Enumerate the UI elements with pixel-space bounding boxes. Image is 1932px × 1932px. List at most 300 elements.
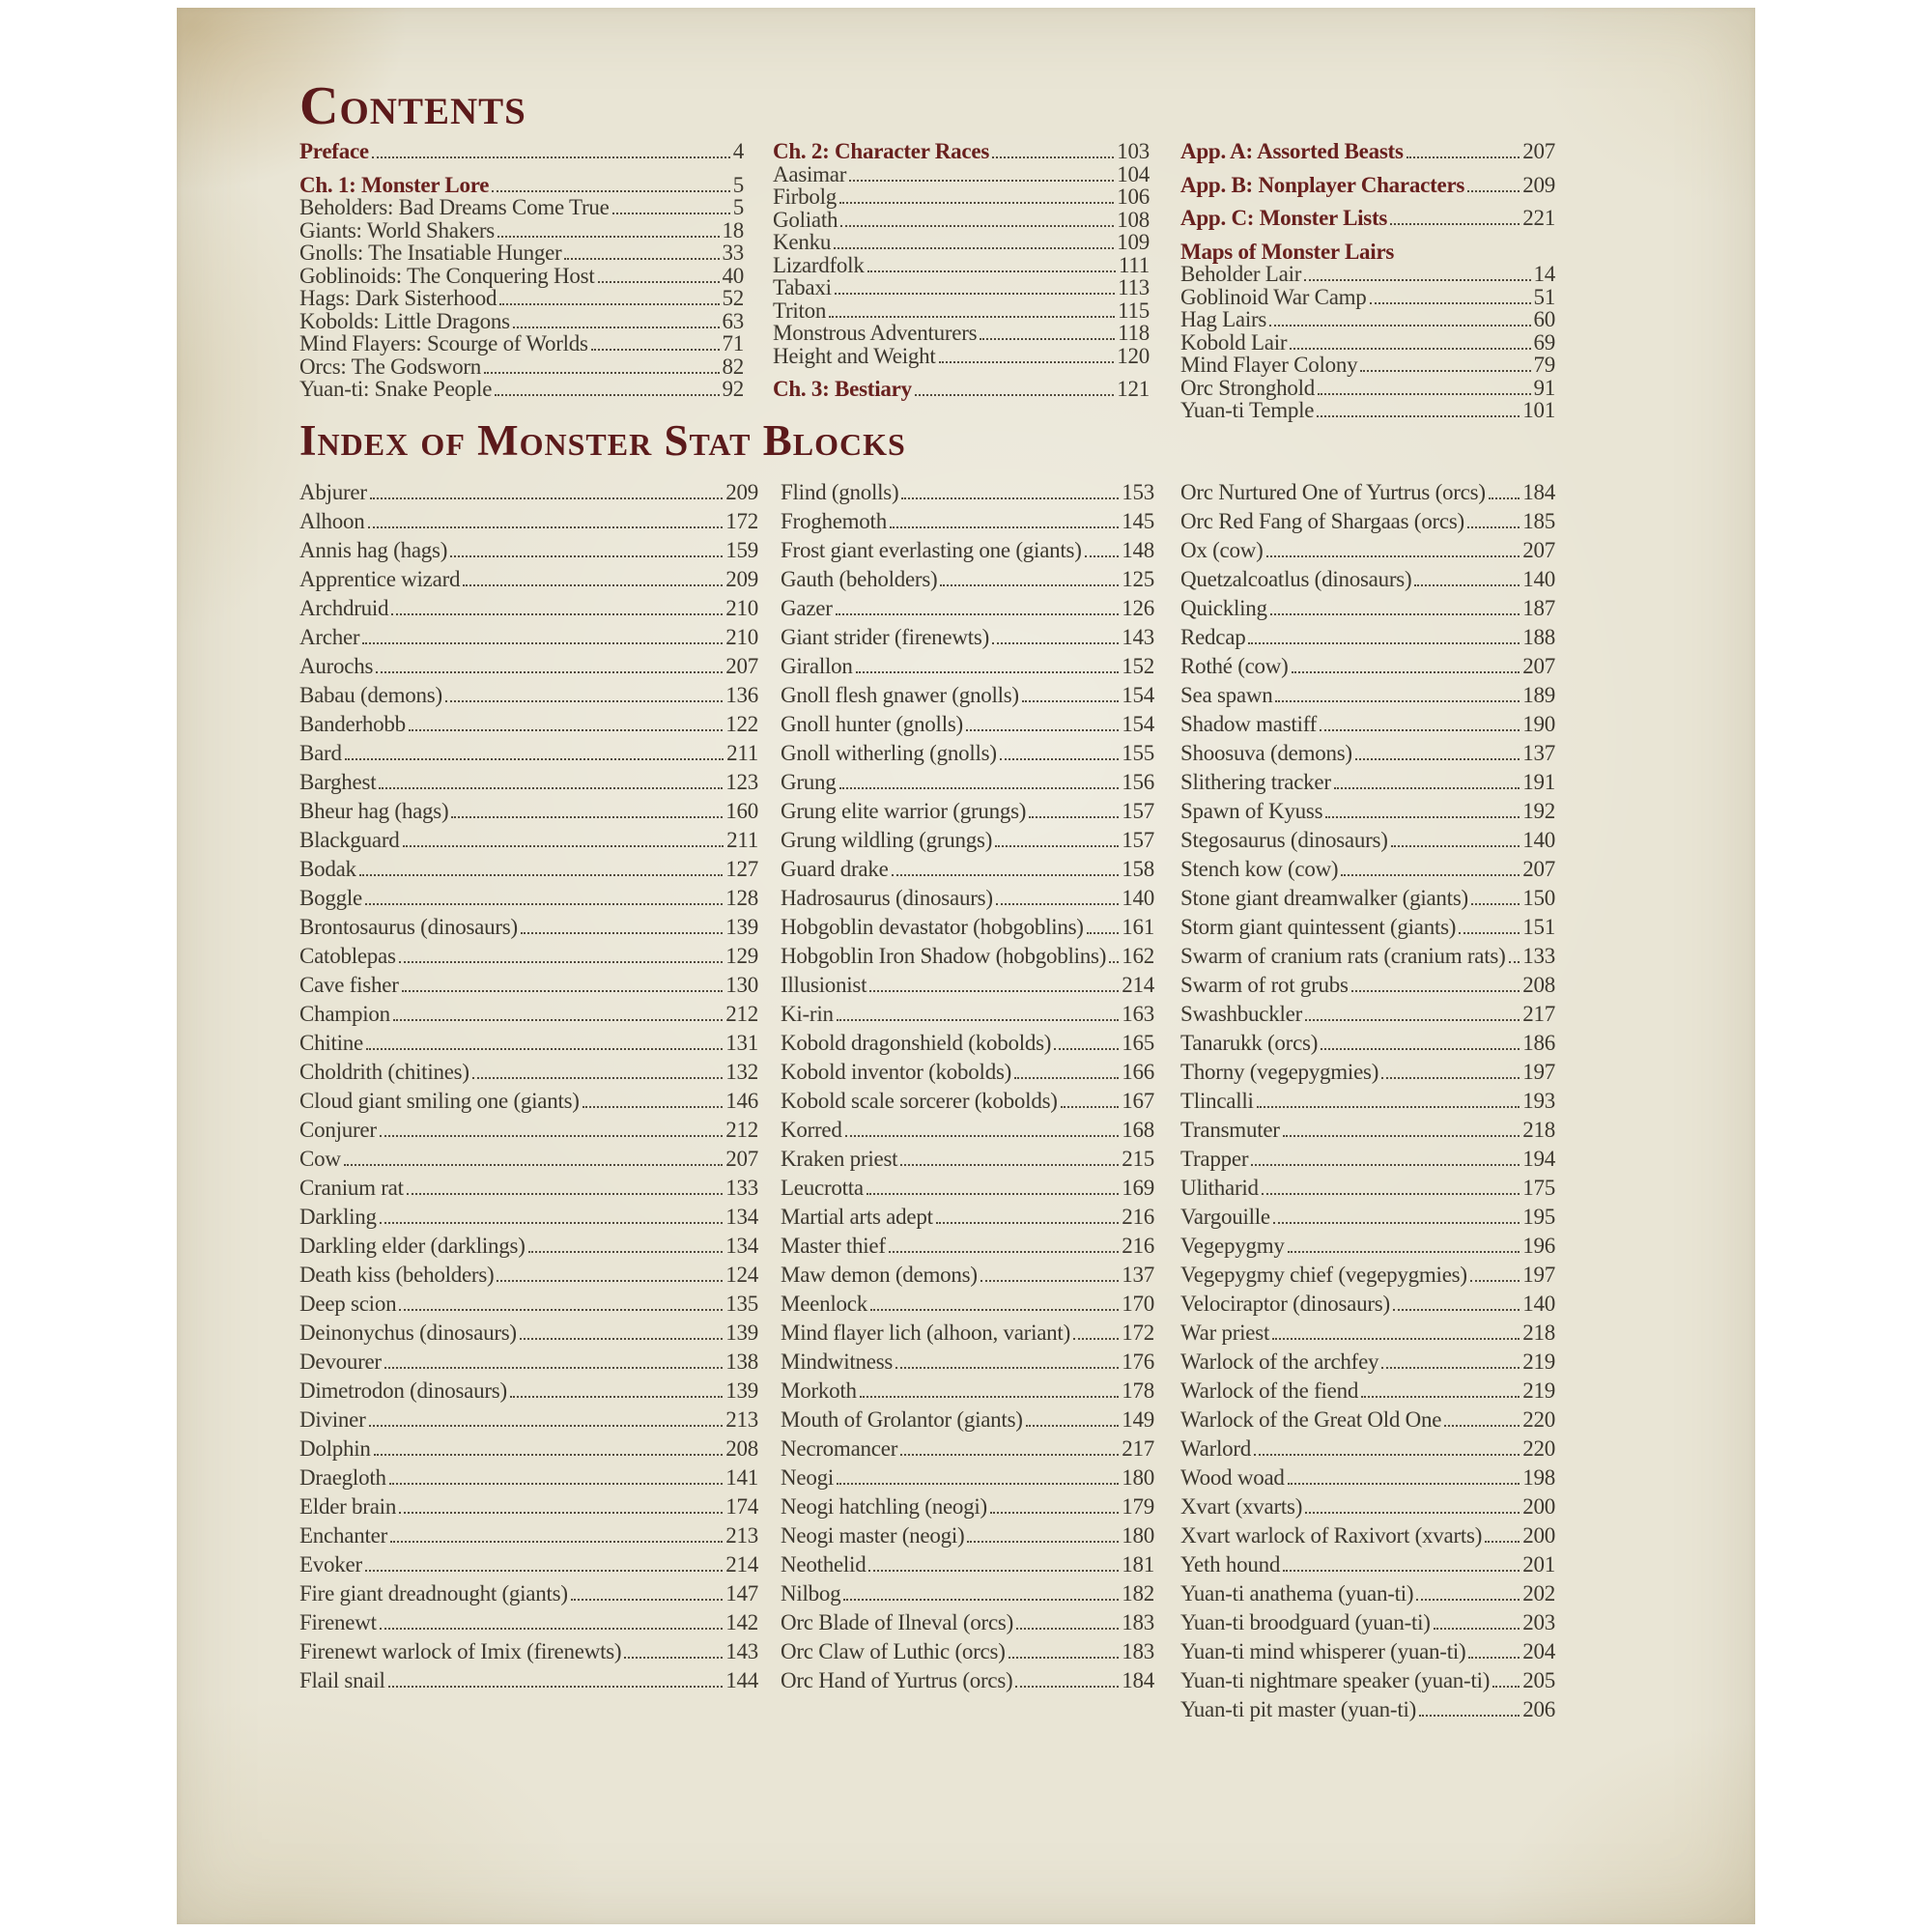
toc-entry — [299, 1232, 758, 1261]
toc-entry — [299, 332, 744, 355]
entry-label: Tabaxi — [773, 275, 832, 299]
toc-heading-entry — [1180, 207, 1555, 230]
toc-entry — [1180, 826, 1555, 855]
dot-leader — [366, 1037, 723, 1050]
dot-leader — [365, 1558, 723, 1572]
entry-label: Necromancer — [781, 1436, 898, 1461]
entry-label: Kobold scale sorcerer (kobolds) — [781, 1089, 1058, 1113]
toc-entry — [299, 1521, 758, 1550]
page-number: 128 — [725, 886, 758, 910]
toc-entry — [1180, 1145, 1555, 1174]
page-number: 214 — [725, 1552, 758, 1577]
entry-label: Meenlock — [781, 1292, 867, 1316]
toc-entry — [299, 1348, 758, 1377]
entry-label: Apprentice wizard — [299, 567, 461, 591]
page-number: 187 — [1522, 596, 1555, 620]
page-number: 213 — [725, 1523, 758, 1548]
dot-leader — [388, 1674, 724, 1688]
dot-leader — [939, 350, 1115, 363]
dot-leader — [1355, 747, 1520, 760]
entry-label: Hag Lairs — [1180, 307, 1267, 331]
page-number: 108 — [1117, 207, 1150, 232]
page-number: 92 — [722, 377, 744, 401]
entry-label: Storm giant quintessent (giants) — [1180, 915, 1457, 939]
dot-leader — [380, 1616, 723, 1630]
dot-leader — [380, 1123, 723, 1137]
entry-label: Neogi master (neogi) — [781, 1523, 965, 1548]
contents-columns — [299, 140, 1555, 433]
page-number: 5 — [732, 195, 744, 219]
toc-entry — [299, 1290, 758, 1319]
toc-entry — [781, 826, 1154, 855]
dot-leader — [520, 1326, 723, 1340]
entry-label: Abjurer — [299, 480, 367, 504]
entry-label: Dimetrodon (dinosaurs) — [299, 1378, 507, 1403]
dot-leader — [1000, 747, 1120, 760]
dot-leader — [1061, 1094, 1120, 1108]
entry-label: Kenku — [773, 230, 832, 254]
entry-label: Preface — [299, 139, 369, 163]
entry-label: Stone giant dreamwalker (giants) — [1180, 886, 1468, 910]
page-number: 205 — [1522, 1668, 1555, 1692]
toc-entry — [1180, 1377, 1555, 1406]
page-number: 181 — [1122, 1552, 1154, 1577]
entry-label: Guard drake — [781, 857, 889, 881]
entry-label: Trapper — [1180, 1147, 1249, 1171]
entry-label: Orc Hand of Yurtrus (orcs) — [781, 1668, 1013, 1692]
dot-leader — [598, 270, 720, 283]
toc-entry — [781, 1348, 1154, 1377]
dot-leader — [1370, 291, 1531, 304]
entry-label: Cave fisher — [299, 973, 399, 997]
dot-leader — [1248, 631, 1520, 644]
dot-leader — [1406, 145, 1520, 158]
dot-leader — [472, 1065, 723, 1079]
dot-leader — [843, 1587, 1119, 1601]
entry-label: Goliath — [773, 207, 838, 232]
page-number: 166 — [1122, 1060, 1154, 1084]
page-number: 140 — [1522, 828, 1555, 852]
page-number: 180 — [1122, 1465, 1154, 1490]
page-number: 143 — [725, 1639, 758, 1663]
dot-leader — [940, 573, 1119, 586]
toc-entry — [1180, 1492, 1555, 1521]
toc-heading-entry — [773, 378, 1150, 401]
page-number: 135 — [725, 1292, 758, 1316]
toc-entry — [781, 1290, 1154, 1319]
entry-label: Yuan-ti: Snake People — [299, 377, 493, 401]
entry-label: Ch. 2: Character Races — [773, 139, 990, 163]
page-number: 4 — [732, 139, 744, 163]
toc-entry — [1180, 1319, 1555, 1348]
dot-leader — [1288, 1239, 1520, 1253]
page-number: 121 — [1117, 377, 1150, 401]
entry-label: Flind (gnolls) — [781, 480, 899, 504]
toc-entry — [781, 507, 1154, 536]
dot-leader — [867, 259, 1116, 272]
page-number: 216 — [1122, 1234, 1154, 1258]
entry-label: Yuan-ti Temple — [1180, 398, 1315, 422]
page-number: 211 — [726, 741, 758, 765]
dot-leader — [1283, 1558, 1520, 1572]
entry-label: Ox (cow) — [1180, 538, 1264, 562]
dot-leader — [1304, 268, 1530, 281]
dot-leader — [1509, 950, 1520, 963]
toc-entry — [773, 231, 1150, 254]
page-number: 140 — [1522, 1292, 1555, 1316]
toc-entry — [1180, 1261, 1555, 1290]
toc-heading-entry — [773, 140, 1150, 163]
dot-leader — [369, 1413, 724, 1427]
toc-entry — [1180, 1087, 1555, 1116]
dot-leader — [1381, 1065, 1520, 1079]
entry-label: Diviner — [299, 1407, 366, 1432]
dot-leader — [1381, 1355, 1520, 1369]
toc-entry — [1180, 681, 1555, 710]
entry-label: Yeth hound — [1180, 1552, 1281, 1577]
page-number: 143 — [1122, 625, 1154, 649]
page-number: 51 — [1533, 284, 1555, 309]
toc-entry — [299, 1145, 758, 1174]
toc-entry — [781, 884, 1154, 913]
dot-leader — [497, 224, 719, 238]
page-number: 168 — [1122, 1118, 1154, 1142]
dot-leader — [840, 213, 1114, 227]
page-number: 175 — [1522, 1176, 1555, 1200]
page-number: 133 — [1522, 944, 1555, 968]
entry-label: Cow — [299, 1147, 341, 1171]
dot-leader — [445, 689, 723, 702]
contents-group — [299, 140, 744, 163]
entry-label: Enchanter — [299, 1523, 387, 1548]
entry-label: Mouth of Grolantor (giants) — [781, 1407, 1023, 1432]
page-number: 183 — [1122, 1639, 1154, 1663]
entry-label: Choldrith (chitines) — [299, 1060, 469, 1084]
page-number: 152 — [1122, 654, 1154, 678]
toc-entry — [781, 1579, 1154, 1608]
entry-label: Deinonychus (dinosaurs) — [299, 1321, 517, 1345]
page-number: 103 — [1117, 139, 1150, 163]
page-number: 144 — [725, 1668, 758, 1692]
dot-leader — [521, 921, 723, 934]
toc-entry — [1180, 399, 1555, 422]
page-number: 167 — [1122, 1089, 1154, 1113]
page-number: 218 — [1522, 1321, 1555, 1345]
entry-label: Wood woad — [1180, 1465, 1285, 1490]
page-number: 221 — [1522, 206, 1555, 230]
toc-entry — [781, 971, 1154, 1000]
entry-label: Gazer — [781, 596, 833, 620]
toc-entry — [781, 1521, 1154, 1550]
toc-entry — [299, 1029, 758, 1058]
entry-label: Orc Stronghold — [1180, 375, 1315, 400]
entry-label: Annis hag (hags) — [299, 538, 448, 562]
page-number: 200 — [1522, 1523, 1555, 1548]
page-number: 210 — [725, 596, 758, 620]
entry-label: Cloud giant smiling one (giants) — [299, 1089, 580, 1113]
page-number: 195 — [1522, 1205, 1555, 1229]
entry-label: Yuan-ti mind whisperer (yuan-ti) — [1180, 1639, 1466, 1663]
dot-leader — [836, 602, 1120, 615]
page-number: 124 — [725, 1263, 758, 1287]
toc-entry — [299, 681, 758, 710]
page-number: 101 — [1522, 398, 1555, 422]
toc-entry — [1180, 913, 1555, 942]
dot-leader — [380, 1210, 723, 1224]
dot-leader — [399, 1297, 723, 1311]
dot-leader — [1471, 892, 1520, 905]
toc-entry — [1180, 308, 1555, 331]
toc-entry — [781, 681, 1154, 710]
index-column — [1180, 478, 1555, 1724]
page-number: 130 — [725, 973, 758, 997]
dot-leader — [374, 1442, 724, 1456]
dot-leader — [892, 863, 1120, 876]
dot-leader — [992, 631, 1119, 644]
toc-entry — [1180, 1232, 1555, 1261]
page-number: 40 — [722, 263, 744, 288]
page-number: 207 — [1522, 857, 1555, 881]
page-number: 139 — [725, 1378, 758, 1403]
dot-leader — [528, 1239, 724, 1253]
dot-leader — [624, 1645, 723, 1659]
dot-leader — [1321, 1037, 1520, 1050]
dot-leader — [889, 1239, 1119, 1253]
toc-entry — [1180, 478, 1555, 507]
toc-entry — [299, 1666, 758, 1695]
entry-label: Bodak — [299, 857, 356, 881]
entry-label: Babau (demons) — [299, 683, 442, 707]
entry-label: Draegloth — [299, 1465, 386, 1490]
entry-label: Hobgoblin Iron Shadow (hobgoblins) — [781, 944, 1107, 968]
entry-label: Girallon — [781, 654, 853, 678]
entry-label: Orc Nurtured One of Yurtrus (orcs) — [1180, 480, 1486, 504]
page-number: 200 — [1522, 1494, 1555, 1519]
toc-entry — [1180, 331, 1555, 355]
dot-leader — [1467, 179, 1520, 192]
entry-label: Hobgoblin devastator (hobgoblins) — [781, 915, 1084, 939]
dot-leader — [399, 950, 724, 963]
toc-entry — [1180, 971, 1555, 1000]
dot-leader — [980, 327, 1115, 340]
dot-leader — [497, 1268, 723, 1282]
entry-label: Yuan-ti nightmare speaker (yuan-ti) — [1180, 1668, 1491, 1692]
page-number: 154 — [1122, 712, 1154, 736]
page-number: 134 — [725, 1234, 758, 1258]
dot-leader — [834, 236, 1114, 249]
dot-leader — [1416, 1587, 1520, 1601]
contents-column — [773, 140, 1150, 433]
toc-entry — [781, 1608, 1154, 1637]
dot-leader — [1317, 404, 1520, 417]
page-number: 201 — [1522, 1552, 1555, 1577]
dot-leader — [399, 1500, 723, 1514]
dot-leader — [1273, 1210, 1520, 1224]
page-number: 172 — [1122, 1321, 1154, 1345]
entry-label: Gnoll flesh gnawer (gnolls) — [781, 683, 1019, 707]
page-number: 214 — [1122, 973, 1154, 997]
toc-entry — [781, 1666, 1154, 1695]
page-number: 18 — [722, 217, 744, 242]
toc-entry — [299, 971, 758, 1000]
toc-entry — [781, 594, 1154, 623]
dot-leader — [995, 834, 1119, 847]
entry-label: Yuan-ti anathema (yuan-ti) — [1180, 1581, 1414, 1605]
entry-label: Kobold Lair — [1180, 329, 1288, 355]
page-number: 189 — [1522, 683, 1555, 707]
entry-label: Spawn of Kyuss — [1180, 799, 1323, 823]
page-number: 184 — [1122, 1668, 1154, 1692]
toc-entry — [299, 1637, 758, 1666]
entry-label: Maw demon (demons) — [781, 1263, 978, 1287]
dot-leader — [915, 383, 1114, 396]
page-number: 165 — [1122, 1031, 1154, 1055]
dot-leader — [1022, 689, 1119, 702]
toc-entry — [1180, 1174, 1555, 1203]
toc-entry — [781, 1029, 1154, 1058]
dot-leader — [564, 246, 719, 260]
dot-leader — [845, 1123, 1120, 1137]
contents-group — [773, 140, 1150, 367]
toc-entry — [1180, 1695, 1555, 1724]
dot-leader — [1029, 805, 1119, 818]
dot-leader — [492, 179, 729, 192]
entry-label: Flail snail — [299, 1668, 385, 1692]
dot-leader — [1015, 1674, 1119, 1688]
entry-label: Orc Red Fang of Shargaas (orcs) — [1180, 509, 1464, 533]
dot-leader — [1351, 979, 1520, 992]
page-number: 14 — [1533, 262, 1555, 286]
entry-label: Thorny (vegepygmies) — [1180, 1060, 1379, 1084]
entry-label: Height and Weight — [773, 343, 936, 368]
toc-entry — [299, 196, 744, 219]
dot-leader — [870, 1297, 1119, 1311]
entry-label: Nilbog — [781, 1581, 841, 1605]
entry-label: Swashbuckler — [1180, 1002, 1303, 1026]
page-number: 150 — [1522, 886, 1555, 910]
toc-entry — [299, 565, 758, 594]
entry-label: Mind Flayer Colony — [1180, 353, 1358, 377]
dot-leader — [860, 1384, 1120, 1398]
entry-label: Beholder Lair — [1180, 262, 1302, 286]
contents-group — [1180, 140, 1555, 163]
index-column — [781, 478, 1154, 1724]
toc-entry — [781, 478, 1154, 507]
toc-entry — [1180, 1029, 1555, 1058]
entry-label: Gnolls: The Insatiable Hunger — [299, 241, 562, 265]
page-number: 106 — [1117, 185, 1150, 209]
dot-leader — [1320, 718, 1520, 731]
entry-label: Warlord — [1180, 1436, 1252, 1461]
toc-entry — [299, 478, 758, 507]
page-number: 197 — [1522, 1060, 1555, 1084]
dot-leader — [1360, 358, 1530, 372]
entry-label: App. A: Assorted Beasts — [1180, 139, 1404, 163]
toc-entry — [299, 623, 758, 652]
entry-label: Giants: World Shakers — [299, 217, 496, 242]
dot-leader — [856, 660, 1120, 673]
entry-label: Morkoth — [781, 1378, 857, 1403]
dot-leader — [1305, 1008, 1520, 1021]
toc-entry — [299, 536, 758, 565]
toc-entry — [299, 1203, 758, 1232]
toc-entry — [1180, 507, 1555, 536]
toc-entry — [1180, 1406, 1555, 1435]
entry-label: Chitine — [299, 1031, 363, 1055]
page-number: 132 — [725, 1060, 758, 1084]
page-number: 169 — [1122, 1176, 1154, 1200]
toc-entry — [781, 623, 1154, 652]
toc-heading-entry — [1180, 174, 1555, 197]
page-number: 157 — [1122, 828, 1154, 852]
entry-label: Ch. 3: Bestiary — [773, 377, 912, 401]
dot-leader — [1341, 863, 1520, 876]
page-number: 179 — [1122, 1494, 1154, 1519]
toc-entry — [781, 710, 1154, 739]
contents-group — [1180, 241, 1555, 422]
entry-label: Neothelid — [781, 1552, 867, 1577]
toc-entry — [299, 768, 758, 797]
page-number: 209 — [725, 567, 758, 591]
dot-leader — [839, 776, 1120, 789]
page-number: 193 — [1522, 1089, 1555, 1113]
toc-entry — [1180, 1058, 1555, 1087]
dot-leader — [1251, 1152, 1520, 1166]
page-number: 203 — [1522, 1610, 1555, 1634]
toc-heading-entry — [1180, 241, 1555, 264]
toc-entry — [299, 1550, 758, 1579]
toc-entry — [773, 209, 1150, 232]
page-number: 202 — [1522, 1581, 1555, 1605]
dot-leader — [368, 515, 724, 528]
contents-column — [1180, 140, 1555, 433]
entry-label: Bheur hag (hags) — [299, 799, 449, 823]
toc-entry — [781, 536, 1154, 565]
page-number: 137 — [1522, 741, 1555, 765]
toc-entry — [781, 1058, 1154, 1087]
toc-entry — [1180, 1348, 1555, 1377]
page-number: 162 — [1122, 944, 1154, 968]
dot-leader — [829, 304, 1115, 318]
entry-label: Lizardfolk — [773, 252, 865, 277]
toc-entry — [1180, 652, 1555, 681]
page-number: 188 — [1522, 625, 1555, 649]
dot-leader — [365, 892, 723, 905]
toc-heading-entry — [1180, 140, 1555, 163]
page-number: 207 — [725, 654, 758, 678]
entry-label: Orc Claw of Luthic (orcs) — [781, 1639, 1006, 1663]
entry-label: Yuan-ti broodguard (yuan-ti) — [1180, 1610, 1431, 1634]
page-number: 111 — [1118, 252, 1150, 277]
dot-leader — [1414, 573, 1520, 586]
page-number: 210 — [725, 625, 758, 649]
toc-entry — [1180, 1637, 1555, 1666]
toc-entry — [299, 1058, 758, 1087]
entry-label: Alhoon — [299, 509, 365, 533]
toc-entry — [299, 1319, 758, 1348]
page-number: 91 — [1533, 375, 1555, 400]
dot-leader — [869, 979, 1119, 992]
toc-entry — [299, 287, 744, 310]
entry-label: Maps of Monster Lairs — [1180, 239, 1395, 264]
dot-leader — [1419, 1703, 1520, 1717]
page-number: 52 — [722, 286, 744, 310]
toc-entry — [773, 276, 1150, 299]
page-number: 212 — [725, 1002, 758, 1026]
dot-leader — [1009, 1645, 1120, 1659]
page-number: 180 — [1122, 1523, 1154, 1548]
page-number: 133 — [725, 1176, 758, 1200]
